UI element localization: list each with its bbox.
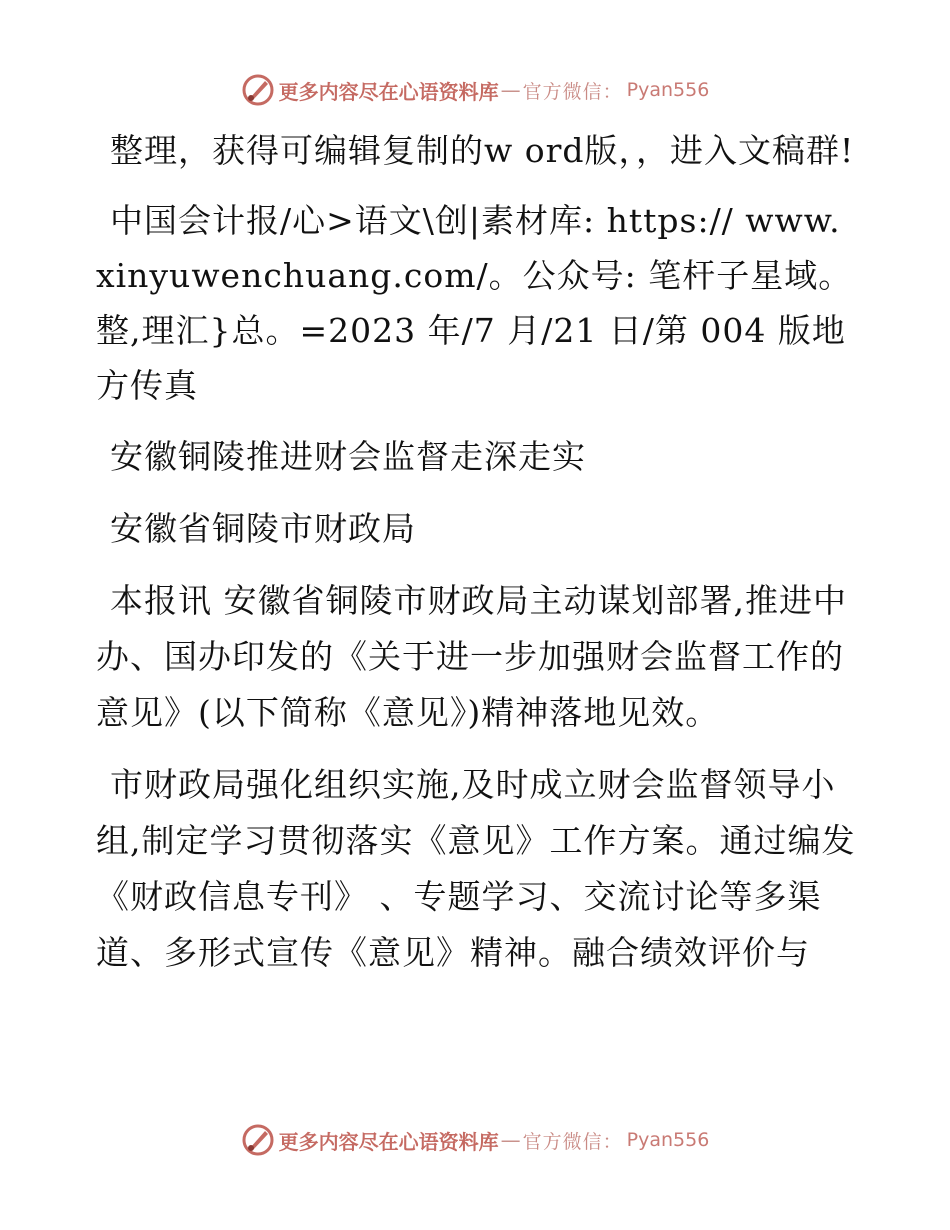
paragraph-intro: 整理，获得可编辑复制的w ord版，，进入文稿群! xyxy=(110,131,855,170)
footer-watermark-banner xyxy=(0,1120,950,1160)
banner-wechat-id: Pyan556 xyxy=(626,79,710,101)
header-watermark-banner xyxy=(0,70,950,110)
paragraph-source-info: 中国会计报/心>语文\创|素材库: https:// www.xinyuwenchuang.com/。公众号: 笔杆子星域。整,理汇}总。=2023 年/7 月/21 日/第 004 版地方传真 xyxy=(96,201,853,405)
banner-wechat-label: 官方微信： xyxy=(522,80,623,103)
banner-wechat-label: 官方微信： xyxy=(522,1130,623,1153)
banner-dash: — xyxy=(500,78,521,102)
document-body xyxy=(96,124,856,997)
quill-ink-logo-icon xyxy=(241,73,275,107)
banner-text: 更多内容尽在心语资料库 xyxy=(278,1129,499,1154)
banner-dash: — xyxy=(500,1128,521,1152)
article-title: 安徽铜陵推进财会监督走深走实 xyxy=(110,437,586,476)
paragraph-lead: 本报讯 安徽省铜陵市财政局主动谋划部署,推进中办、国办印发的《关于进一步加强财会监督工作的意见》(以下简称《意见》)精神落地见效。 xyxy=(96,581,847,732)
quill-ink-logo-icon xyxy=(241,1123,275,1157)
article-author: 安徽省铜陵市财政局 xyxy=(110,509,416,548)
paragraph-body: 市财政局强化组织实施,及时成立财会监督领导小组,制定学习贯彻落实《意见》工作方案。通过编发《财政信息专刊》 、专题学习、交流讨论等多渠道、多形式宣传《意见》精神。融合绩效评价与 xyxy=(96,765,856,972)
banner-wechat-id: Pyan556 xyxy=(626,1129,710,1151)
banner-text: 更多内容尽在心语资料库 xyxy=(278,79,499,104)
